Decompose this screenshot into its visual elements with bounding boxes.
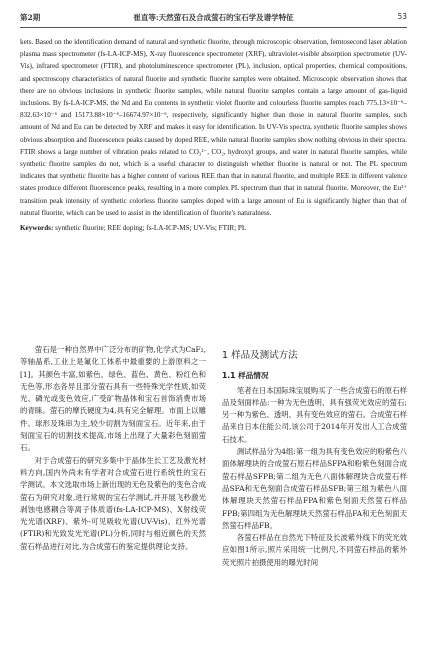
keywords-label: Keywords: <box>20 224 54 233</box>
body-paragraph: 测试样品分为4组:第一组为具有变色效应的粉紫色八面体解理块的合成萤石原石样品SFPA和粉紫色刻面合成萤石样品SFPB;第二组为无色八面体解理块合成萤石样品SFA和无色刻面合成萤石样品SFB;第三组为紫色八面体解理块天然萤石样品FPA和紫色刻面天然萤石样品FPB;第四组为无色解理块天然萤石样品FA和无色刻面天然萤石样品FB。 <box>222 447 407 530</box>
abstract-text: kets. Based on the identification demand of natural and synthetic fluorite, through microscopic observation, femtosecond laser ablation plasma mass spectrometer (fs-LA-ICP-MS), X-ray fluorescence spectrometer (XRF), ultraviolet-visible absorption spectrometer (UV-Vis), infrared spectrometer (FTIR), and photoluminescence spectrometer (PL), inclusion, optical properties, chemical compositions, and spectroscopy characteristics of natural fluorite and synthetic fluorite samples were obtained. Microscopic observation shows that there are no obvious inclusions in synthetic fluorite samples, while natural fluorite samples contain a large amount of gas-liquid inclusions. By fs-LA-ICP-MS, the Nd and Eu contents in synthetic violet fluorite and colourless fluorite samples reach 775.13×10⁻⁶–832.63×10⁻⁶ and 15173.88×10⁻⁶–16674.97×10⁻⁶, respectively, significantly higher than those in natural fluorite samples, such amount of Nd and Eu can be detected by XRF and makes it easy for identification. In UV-Vis spectra, synthetic fluorite samples shows obvious absorption and fluorescence peaks caused by doped REE, while natural fluorite samples show nothing obvious in their spectra. FTIR shows a large number of vibration peaks related to CO₃²⁻, CO₂, hydroxyl groups, and water in natural fluorite samples, while synthetic fluorite samples do not, which is a useful character to distinguish whether fluorite is natural or not. The PL spectrum indicates that synthetic fluorite has a higher content of various REE than that in natural fluorite, and multiple REE in different valence states produce different fluorescence peaks, resulting in a more complex PL spectrum than that in natural fluorite. Moreover, the Eu²⁺ transition peak intensity of synthetic colorless fluorite samples doped with a large amount of Eu is significantly higher than that of natural fluorite, which can be used to assist in the identification of fluorite's naturalness. <box>20 38 407 217</box>
issue-label: 第2期 <box>20 13 41 22</box>
keywords-line <box>20 222 407 234</box>
right-column <box>222 344 407 569</box>
intro-paragraph: 对于合成萤石的研究多集中于晶体生长工艺及激光材料方向,国内外尚未有学者对合成萤石进行系统性的宝石学测试。本文选取市场上新出现的无色及紫色的变色合成萤石为研究对象,进行常规的宝石学测试,并开展飞秒激光剥蚀电感耦合等离子体质谱(fs-LA-ICP-MS)、X射线荧光光谱(XRF)、紫外-可见吸收光谱(UV-Vis)、红外光谱(FTIR)和光致发光光谱(PL)分析,同时与相近颜色的天然萤石样品进行对比,为合成萤石的鉴定提供理论支持。 <box>20 455 206 551</box>
page-number: 53 <box>397 12 407 21</box>
header-rule <box>20 27 407 28</box>
intro-paragraph: 萤石是一种自然界中广泛分布的矿物,化学式为CaF₂,等轴晶系,工业上是氟化工体系中最重要的上游原料之一[1]。其颜色丰富,如紫色、绿色、蓝色、黄色、粉红色和无色等,形态各异且部分萤石具有一些特殊光学性质,如荧光、磷光或变色效应,广受矿物晶体和宝石首饰消费市场的青睐。萤石的摩氏硬度为4,具有完全解理。市面上以雕件、球形及珠串为主,较少切割为刻面宝石。近年来,由于刻面宝石的切割技术提高,市场上出现了大量彩色刻面萤石。 <box>20 345 206 453</box>
left-column <box>20 344 206 553</box>
page-header <box>20 12 407 26</box>
running-title: 崔直等:天然萤石及合成萤石的宝石学及谱学特征 <box>133 13 294 22</box>
english-abstract <box>20 36 407 234</box>
section-title: 1 样品及测试方法 <box>222 350 298 361</box>
subsection-title: 1.1 样品情况 <box>222 371 269 381</box>
body-paragraph: 各萤石样品在自然光下特征及长波紫外线下的荧光效应如图1所示,照片采用统一比例尺,不同萤石样品的紫外荧光照片拍摄使用的曝光时间 <box>222 533 407 567</box>
body-columns <box>20 344 407 656</box>
body-paragraph: 笔者在日本国际珠宝展购买了一些合成萤石的原石样品及刻面样品:一种为无色透明、具有强荧光效应的萤石;另一种为紫色、透明、具有变色效应的萤石。合成萤石样品来自日本住能公司,该公司于2014年开发出人工合成萤石技术。 <box>222 385 407 444</box>
keywords-text: synthetic fluorite; REE doping; fs-LA-ICP-MS; UV-Vis; FTIR; PL <box>53 224 247 233</box>
